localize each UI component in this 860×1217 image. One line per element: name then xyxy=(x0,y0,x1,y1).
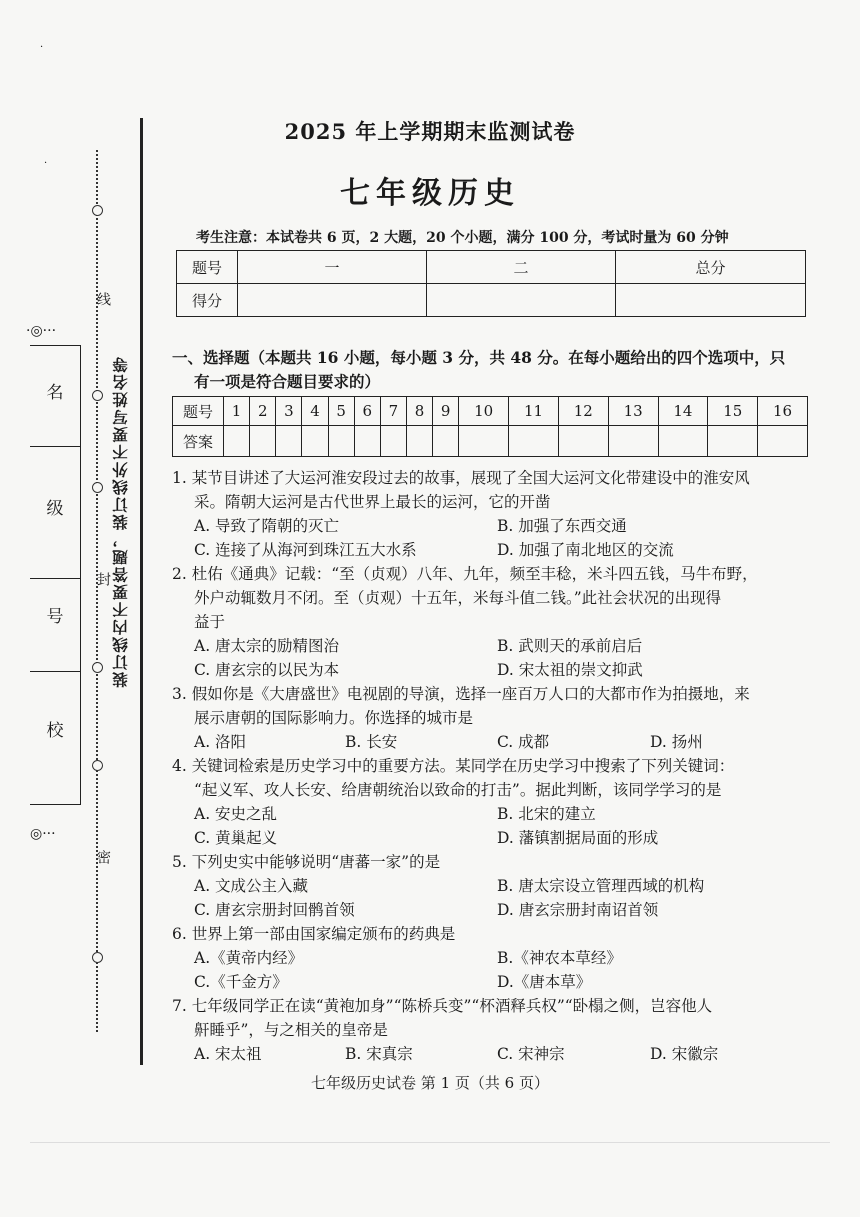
info-box-marker: ◎··· xyxy=(30,826,56,842)
score-table-header: 总分 xyxy=(616,251,806,284)
answer-cell[interactable] xyxy=(758,426,808,457)
option-b[interactable]: B. 加强了东西交通 xyxy=(497,517,627,535)
school-field-label: 校 xyxy=(46,721,64,741)
section-heading: 一、选择题（本题共 16 小题，每小题 3 分，共 48 分。在每小题给出的四个选项中，只 xyxy=(172,348,786,367)
option-a[interactable]: A. 宋太祖 xyxy=(194,1045,262,1063)
question-number: 14 xyxy=(658,397,708,426)
question-number: 9 xyxy=(433,397,459,426)
class-field-label: 级 xyxy=(46,499,64,519)
option-b[interactable]: B. 武则天的承前启后 xyxy=(497,637,643,655)
question-1-stem-cont: 采。隋朝大运河是古代世界上最长的运河，它的开凿 xyxy=(194,493,551,511)
binding-hole-icon xyxy=(92,662,103,673)
question-number: 2 xyxy=(250,397,276,426)
binding-word-close: 密 xyxy=(95,850,111,864)
answer-cell[interactable] xyxy=(276,426,302,457)
binding-hole-icon xyxy=(92,390,103,401)
option-d[interactable]: D. 宋徽宗 xyxy=(650,1045,719,1063)
option-d[interactable]: D. 扬州 xyxy=(650,733,703,751)
question-number: 4 xyxy=(302,397,328,426)
answer-table xyxy=(172,396,808,457)
answer-cell[interactable] xyxy=(433,426,459,457)
option-a[interactable]: A.《黄帝内经》 xyxy=(194,949,304,967)
binding-hole-icon xyxy=(92,952,103,963)
question-number: 3 xyxy=(276,397,302,426)
question-number: 12 xyxy=(558,397,608,426)
question-6-stem: 6. 世界上第一部由国家编定颁布的药典是 xyxy=(172,925,456,943)
option-a[interactable]: A. 文成公主入藏 xyxy=(194,877,309,895)
question-number: 8 xyxy=(406,397,432,426)
answer-cell[interactable] xyxy=(224,426,250,457)
question-4-stem-cont: “起义军、攻人长安、给唐朝统治以致命的打击”。据此判断，该同学学习的是 xyxy=(194,781,722,799)
question-number: 1 xyxy=(224,397,250,426)
scan-edge-line xyxy=(30,1142,830,1143)
answer-cell[interactable] xyxy=(328,426,354,457)
answer-cell[interactable] xyxy=(459,426,509,457)
question-number: 13 xyxy=(608,397,658,426)
score-row-label: 得分 xyxy=(177,284,238,317)
question-number: 5 xyxy=(328,397,354,426)
option-b[interactable]: B. 北宋的建立 xyxy=(497,805,596,823)
number-field-label: 号 xyxy=(46,607,64,627)
answer-cell[interactable] xyxy=(406,426,432,457)
question-number: 10 xyxy=(459,397,509,426)
option-c[interactable]: C. 唐玄宗册封回鹘首领 xyxy=(194,901,355,919)
info-box-marker: ·◎··· xyxy=(26,323,57,339)
option-c[interactable]: C. 宋神宗 xyxy=(497,1045,565,1063)
question-2-stem-cont: 益于 xyxy=(194,613,226,631)
option-b[interactable]: B. 宋真宗 xyxy=(345,1045,413,1063)
scan-dot: · xyxy=(44,158,48,169)
question-5-stem: 5. 下列史实中能够说明“唐蕃一家”的是 xyxy=(172,853,441,871)
option-c[interactable]: C. 连接了从海河到珠江五大水系 xyxy=(194,541,417,559)
binding-word-seal: 封 xyxy=(95,572,111,586)
score-cell[interactable] xyxy=(427,284,616,317)
option-a[interactable]: A. 导致了隋朝的灭亡 xyxy=(194,517,340,535)
option-d[interactable]: D. 宋太祖的崇文抑武 xyxy=(497,661,643,679)
question-2-stem-cont: 外户动辄数月不闭。至（贞观）十五年，米每斗值二钱。”此社会状况的出现得 xyxy=(194,589,722,607)
question-1-stem: 1. 某节目讲述了大运河淮安段过去的故事，展现了全国大运河文化带建设中的淮安风 xyxy=(172,469,750,487)
option-d[interactable]: D. 藩镇割据局面的形成 xyxy=(497,829,659,847)
answer-cell[interactable] xyxy=(509,426,559,457)
name-field-label: 名 xyxy=(46,383,64,403)
option-c[interactable]: C.《千金方》 xyxy=(194,973,288,991)
question-number: 15 xyxy=(708,397,758,426)
binding-hole-icon xyxy=(92,760,103,771)
score-table-header: 一 xyxy=(238,251,427,284)
option-c[interactable]: C. 成都 xyxy=(497,733,550,751)
answer-cell[interactable] xyxy=(302,426,328,457)
option-c[interactable]: C. 黄巢起义 xyxy=(194,829,278,847)
score-table-header: 二 xyxy=(427,251,616,284)
binding-notice: 装订线内不要答题，装订线外不要写姓名等 xyxy=(111,355,130,688)
binding-solid-line xyxy=(140,118,143,1065)
scan-dot: · xyxy=(40,42,44,53)
binding-dotted-line xyxy=(96,150,98,1032)
option-a[interactable]: A. 安史之乱 xyxy=(194,805,278,823)
score-cell[interactable] xyxy=(238,284,427,317)
option-b[interactable]: B. 唐太宗设立管理西域的机构 xyxy=(497,877,705,895)
option-d[interactable]: D.《唐本草》 xyxy=(497,973,592,991)
section-heading-cont: 有一项是符合题目要求的） xyxy=(194,372,381,391)
answer-cell[interactable] xyxy=(380,426,406,457)
question-3-stem: 3. 假如你是《大唐盛世》电视剧的导演，选择一座百万人口的大都市作为拍摄地，来 xyxy=(172,685,750,703)
answer-cell[interactable] xyxy=(658,426,708,457)
question-3-stem-cont: 展示唐朝的国际影响力。你选择的城市是 xyxy=(194,709,474,727)
question-number: 6 xyxy=(354,397,380,426)
option-d[interactable]: D. 唐玄宗册封南诏首领 xyxy=(497,901,659,919)
question-number: 16 xyxy=(758,397,808,426)
score-cell[interactable] xyxy=(616,284,806,317)
option-a[interactable]: A. 洛阳 xyxy=(194,733,247,751)
question-7-stem-cont: 鼾睡乎”，与之相关的皇帝是 xyxy=(194,1021,388,1039)
answer-cell[interactable] xyxy=(608,426,658,457)
question-4-stem: 4. 关键词检索是历史学习中的重要方法。某同学在历史学习中搜索了下列关键词： xyxy=(172,757,735,775)
question-number: 7 xyxy=(380,397,406,426)
option-a[interactable]: A. 唐太宗的励精图治 xyxy=(194,637,340,655)
subject-title: 七年级历史 xyxy=(340,176,520,211)
page-footer: 七年级历史试卷 第 1 页（共 6 页） xyxy=(311,1074,549,1092)
score-table-header: 题号 xyxy=(177,251,238,284)
binding-hole-icon xyxy=(92,482,103,493)
answer-table-header: 题号 xyxy=(173,397,224,426)
option-b[interactable]: B.《神农本草经》 xyxy=(497,949,622,967)
answer-row-label: 答案 xyxy=(173,426,224,457)
answer-cell[interactable] xyxy=(558,426,608,457)
score-table xyxy=(176,250,806,317)
exam-title: 2025 年上学期期末监测试卷 xyxy=(284,119,576,144)
option-b[interactable]: B. 长安 xyxy=(345,733,398,751)
option-d[interactable]: D. 加强了南北地区的交流 xyxy=(497,541,674,559)
binding-word-line: 线 xyxy=(95,292,111,306)
question-2-stem: 2. 杜佑《通典》记载：“至（贞观）八年、九年，频至丰稔，米斗四五钱，马牛布野， xyxy=(172,565,758,583)
answer-cell[interactable] xyxy=(354,426,380,457)
option-c[interactable]: C. 唐玄宗的以民为本 xyxy=(194,661,340,679)
question-number: 11 xyxy=(509,397,559,426)
exam-notice: 考生注意：本试卷共 6 页，2 大题，20 个小题，满分 100 分，考试时量为 60 分钟 xyxy=(196,230,729,246)
question-7-stem: 7. 七年级同学正在读“黄袍加身”“陈桥兵变”“杯酒释兵权”“卧榻之侧，岂容他人 xyxy=(172,997,713,1015)
answer-cell[interactable] xyxy=(708,426,758,457)
student-info-box xyxy=(30,345,81,805)
answer-cell[interactable] xyxy=(250,426,276,457)
